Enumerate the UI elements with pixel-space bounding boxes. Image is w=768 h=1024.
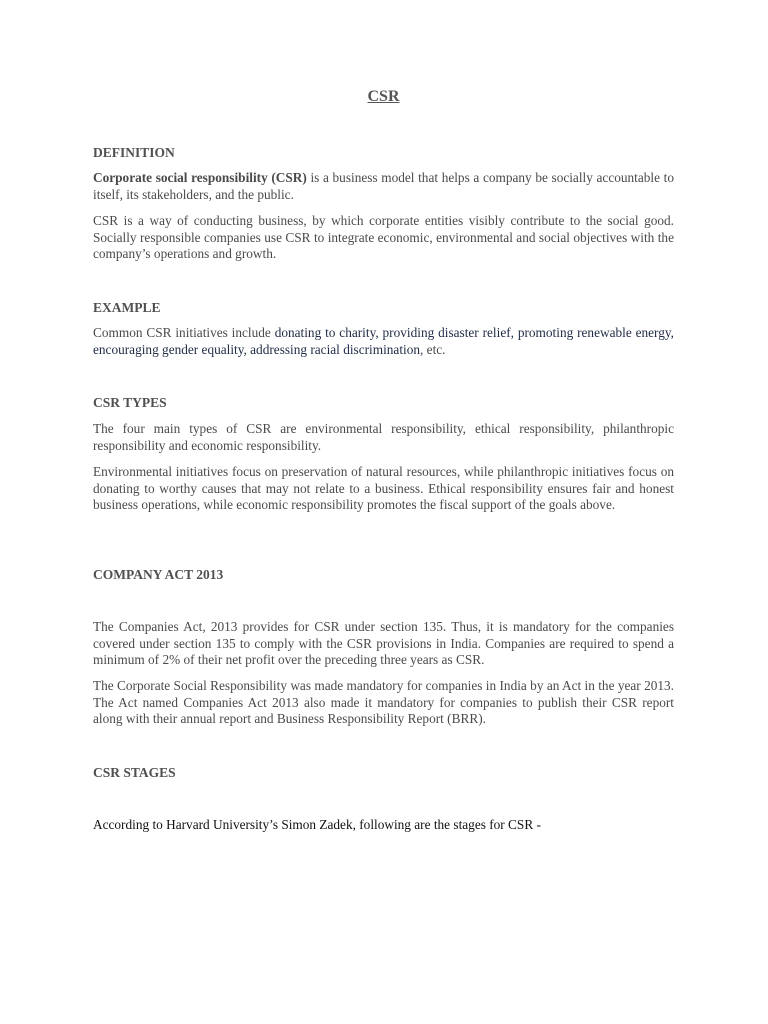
types-heading: CSR TYPES [93,395,167,410]
definition-paragraph-2: CSR is a way of conducting business, by which corporate entities visibly contribute to the social good. Socially responsible companies use CSR to integrate economic, environmental and social objectives with the company’s operations and growth. [93,213,674,261]
document-title: CSR [367,88,400,105]
stages-paragraph: According to Harvard University’s Simon Zadek, following are the stages for CSR - [93,817,541,832]
definition-heading: DEFINITION [93,145,175,160]
example-end: , etc. [420,341,446,357]
example-heading: EXAMPLE [93,300,161,315]
company-act-paragraph-2: The Corporate Social Responsibility was made mandatory for companies in India by an Act in the year 2013. The Act named Companies Act 2013 also made it mandatory for companies to publish their CSR report along with their annual report and Business Responsibility Report (BRR). [93,678,674,726]
example-intro: Common CSR initiatives include [93,325,275,340]
definition-paragraph-1 [93,170,674,203]
company-act-heading: COMPANY ACT 2013 [93,567,224,582]
stages-heading: CSR STAGES [93,765,176,780]
types-paragraph-1: The four main types of CSR are environmental responsibility, ethical responsibility, philanthropic responsibility and economic responsibility. [93,421,674,453]
types-paragraph-2: Environmental initiatives focus on preservation of natural resources, while philanthropic initiatives focus on donating to worthy causes that may not relate to a business. Ethical responsibility ensures fair and honest business operations, while economic responsibility promotes the fiscal support of the goals above. [93,464,674,512]
definition-term: Corporate social responsibility (CSR) [93,170,307,185]
example-initiatives: donating to charity, providing disaster relief, promoting renewable energy, encouraging gender equality, addressing racial discrimination [93,325,674,357]
company-act-paragraph-1: The Companies Act, 2013 provides for CSR under section 135. Thus, it is mandatory for the companies covered under section 135 to comply with the CSR provisions in India. Companies are required to spend a minimum of 2% of their net profit over the preceding three years as CSR. [93,619,674,667]
definition-text: is a business model that helps a company be socially accountable to itself, its stakeholders, and the public. [93,170,674,202]
example-paragraph [93,325,674,358]
